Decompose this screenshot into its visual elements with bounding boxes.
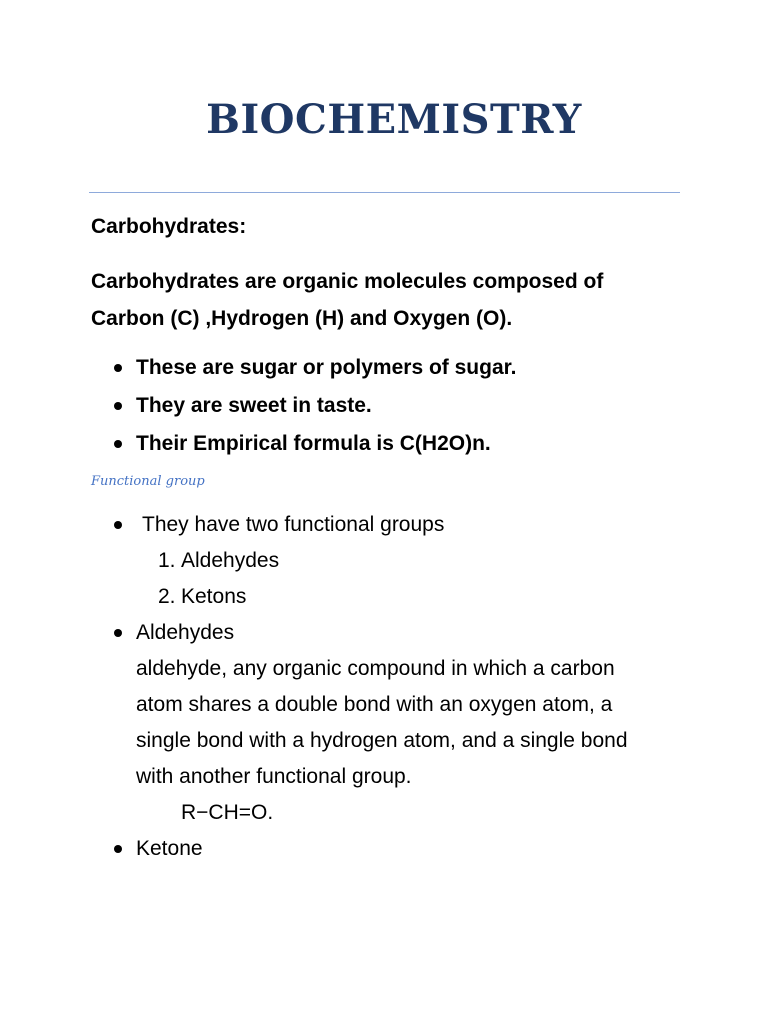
bullet-icon — [114, 521, 122, 529]
list-item — [91, 387, 516, 425]
document-title: BIOCHEMISTRY — [206, 96, 582, 143]
section-heading: Carbohydrates: — [91, 215, 247, 238]
bullet-icon — [114, 364, 122, 372]
aldehyde-formula: R−CH=O. — [181, 801, 274, 824]
subtle-heading: Functional group — [91, 474, 205, 489]
functional-groups-intro: They have two functional groups — [142, 513, 445, 536]
aldehydes-line-2: atom shares a double bond with an oxygen atom, a — [136, 693, 613, 716]
item-number: 2. — [158, 585, 176, 608]
ketone-heading: Ketone — [136, 837, 203, 860]
list-item — [91, 349, 516, 387]
bullet-icon — [114, 845, 122, 853]
title-divider — [89, 192, 680, 193]
functional-groups-numbered-list — [136, 543, 711, 615]
list-item — [91, 831, 711, 867]
properties-list — [91, 349, 516, 463]
aldehydes-heading: Aldehydes — [136, 621, 235, 644]
list-item — [91, 425, 516, 463]
list-item-text: These are sugar or polymers of sugar. — [136, 356, 517, 379]
bullet-icon — [114, 402, 122, 410]
aldehydes-line-1: aldehyde, any organic compound in which a carbon — [136, 657, 615, 680]
numbered-item — [136, 543, 711, 579]
bullet-icon — [114, 629, 122, 637]
list-item — [91, 615, 711, 831]
item-label: Aldehydes — [181, 549, 280, 572]
list-item-text: Their Empirical formula is C(H2O)n. — [136, 432, 491, 455]
list-item-text: They are sweet in taste. — [136, 394, 372, 417]
item-number: 1. — [158, 549, 176, 572]
functional-groups-list — [91, 507, 711, 867]
aldehydes-line-4: with another functional group. — [136, 765, 412, 788]
intro-line-2: Carbon (C) ,Hydrogen (H) and Oxygen (O). — [91, 307, 513, 330]
intro-line-1: Carbohydrates are organic molecules composed of — [91, 270, 604, 293]
intro-paragraph — [91, 263, 691, 337]
list-item — [91, 507, 711, 615]
item-label: Ketons — [181, 585, 247, 608]
numbered-item — [136, 579, 711, 615]
aldehydes-line-3: single bond with a hydrogen atom, and a single bond — [136, 729, 628, 752]
bullet-icon — [114, 440, 122, 448]
